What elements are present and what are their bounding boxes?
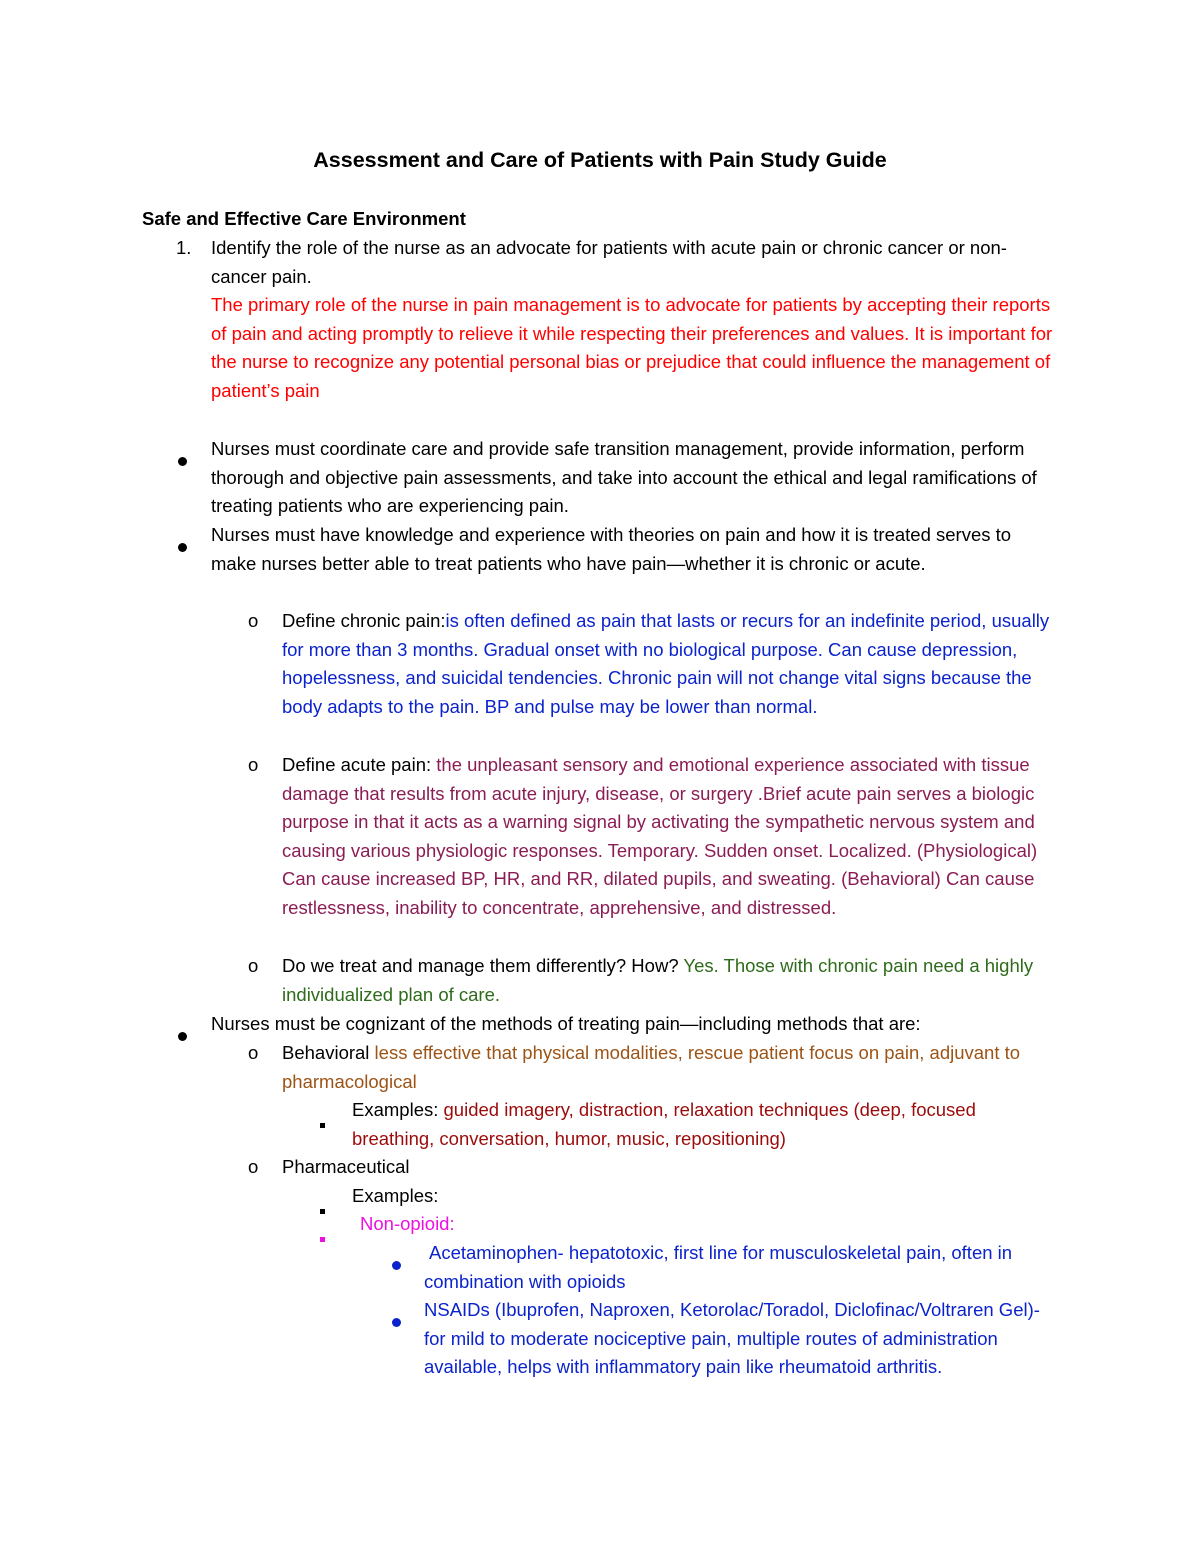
treat-question: Do we treat and manage them differently? How?: [282, 955, 684, 976]
chronic-pain-answer: is often defined as pain that lasts or recurs for an indefinite period, usually for more than 3 months. Gradual onset with no biological purpose. Can cause depression, hopelessness, and suicidal tendencies. Chronic pain will not change vital signs because the body adapts to the pain. BP and pulse may be lower than normal.: [282, 610, 1050, 717]
behavioral-item: [282, 1039, 1052, 1096]
sub-bullet-marker: o: [248, 1156, 259, 1177]
pharmaceutical-label: Pharmaceutical: [282, 1156, 410, 1177]
sub-bullet-marker: o: [248, 955, 259, 976]
chronic-pain-label: Define chronic pain:: [282, 610, 446, 631]
behavioral-label: Behavioral: [282, 1042, 370, 1063]
page-title: Assessment and Care of Patients with Pain Study Guide: [313, 148, 887, 172]
square-bullet-icon: [320, 1108, 325, 1137]
bullet-dot-icon: [392, 1250, 401, 1279]
list-item-question: Identify the role of the nurse as an advocate for patients with acute pain or chronic cancer or non-cancer pain.: [211, 237, 1007, 287]
sub-bullet-marker: o: [248, 1042, 259, 1063]
square-bullet-icon: [320, 1194, 325, 1223]
examples-label: Examples:: [352, 1099, 444, 1120]
bullet-text: Nurses must coordinate care and provide safe transition management, provide information, perform thorough and objective pain assessments, and take into account the ethical and legal ramifications of treating patients who are experiencing pain.: [211, 438, 1037, 517]
behavioral-examples: [352, 1096, 1042, 1153]
bullet-dot-icon: [178, 446, 187, 475]
acute-pain-label: Define acute pain:: [282, 754, 437, 775]
acetaminophen-item: Acetaminophen- hepatotoxic, first line for musculoskeletal pain, often in combination with opioids: [424, 1242, 1013, 1292]
bullet-text: Nurses must be cognizant of the methods of treating pain—including methods that are:: [211, 1013, 921, 1034]
bullet-text: Nurses must have knowledge and experience with theories on pain and how it is treated serves to make nurses better able to treat patients who have pain—whether it is chronic or acute.: [211, 524, 1012, 574]
pharmaceutical-examples-label: Examples:: [352, 1185, 439, 1206]
nsaids-item: NSAIDs (Ibuprofen, Naproxen, Ketorolac/Toradol, Diclofinac/Voltraren Gel)- for mild to moderate nociceptive pain, multiple routes of administration available, helps with inflammatory pain like rheumatoid arthritis.: [424, 1299, 1040, 1378]
treat-answer: Yes. Those with chronic pain need a highly individualized plan of care.: [282, 955, 1034, 1005]
sub-bullet-marker: o: [248, 610, 259, 631]
sub-bullet-marker: o: [248, 754, 259, 775]
acute-pain-item: [282, 751, 1062, 923]
section-heading: Safe and Effective Care Environment: [142, 208, 466, 229]
treat-item: [282, 952, 1042, 1009]
list-number: 1.: [176, 237, 192, 258]
chronic-pain-item: [282, 607, 1062, 721]
bullet-dot-icon: [178, 1021, 187, 1050]
bullet-dot-icon: [178, 532, 187, 561]
acute-pain-answer: the unpleasant sensory and emotional experience associated with tissue damage that results from acute injury, disease, or surgery .Brief acute pain serves a biologic purpose in that it acts as a warning signal by activating the sympathetic nervous system and causing various physiologic responses. Temporary. Sudden onset. Localized. (Physiological) Can cause increased BP, HR, and RR, dilated pupils, and sweating. (Behavioral) Can cause restlessness, inability to concentrate, apprehensive, and distressed.: [282, 754, 1038, 918]
behavioral-examples-text: guided imagery, distraction, relaxation techniques (deep, focused breathing, conversation, humor, music, repositioning): [352, 1099, 976, 1149]
list-item-answer: The primary role of the nurse in pain management is to advocate for patients by accepting their reports of pain and acting promptly to relieve it while respecting their preferences and values. It is important for the nurse to recognize any potential personal bias or prejudice that could influence the management of patient’s pain: [211, 294, 1053, 401]
behavioral-answer: less effective that physical modalities, rescue patient focus on pain, adjuvant to pharmacological: [282, 1042, 1021, 1092]
bullet-dot-icon: [392, 1307, 401, 1336]
non-opioid-label: Non-opioid:: [360, 1213, 455, 1234]
square-bullet-icon: [320, 1222, 325, 1251]
